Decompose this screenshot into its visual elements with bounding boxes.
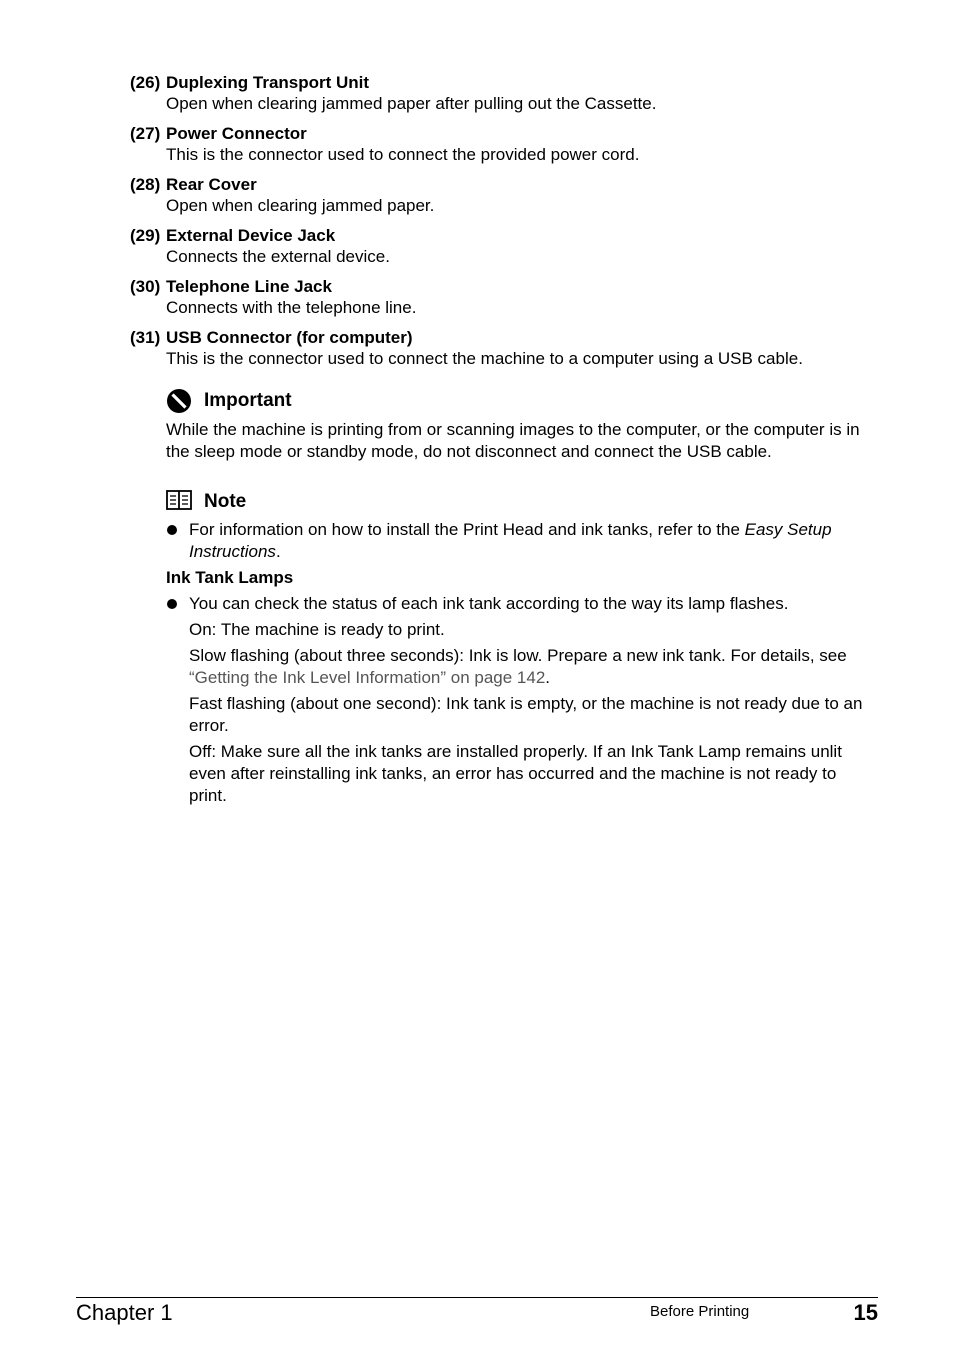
important-title: Important bbox=[204, 390, 292, 411]
item-heading bbox=[130, 72, 890, 93]
item-number: (26) bbox=[130, 73, 161, 92]
item-number: (30) bbox=[130, 277, 161, 296]
bullet-icon bbox=[166, 593, 189, 615]
page-number: 15 bbox=[853, 1300, 878, 1325]
note-title: Note bbox=[204, 491, 247, 512]
item-heading bbox=[130, 123, 890, 144]
list-item bbox=[130, 276, 890, 319]
item-title: External Device Jack bbox=[166, 226, 336, 245]
list-item bbox=[130, 327, 890, 370]
lamp-slow-text: Slow flashing (about three seconds): Ink is low. Prepare a new ink tank. For details, see “Getting the Ink Level Information” on page 142. bbox=[189, 646, 847, 687]
ink-tank-lamps-heading: Ink Tank Lamps bbox=[166, 568, 294, 587]
item-description: Open when clearing jammed paper. bbox=[166, 196, 435, 215]
item-heading bbox=[130, 225, 890, 246]
list-item bbox=[166, 519, 878, 563]
item-number: (28) bbox=[130, 175, 161, 194]
important-header bbox=[166, 388, 878, 414]
note-callout bbox=[166, 489, 878, 807]
prohibited-icon bbox=[166, 388, 192, 414]
parts-list bbox=[130, 72, 890, 378]
item-heading bbox=[130, 276, 890, 297]
item-description: Connects the external device. bbox=[166, 247, 390, 266]
footer-section: Before Printing bbox=[650, 1303, 750, 1320]
book-icon bbox=[166, 489, 192, 515]
list-item bbox=[130, 72, 890, 115]
lamp-bullet-text: You can check the status of each ink tank according to the way its lamp flashes. bbox=[189, 594, 789, 613]
item-description: Open when clearing jammed paper after pulling out the Cassette. bbox=[166, 94, 657, 113]
lamp-off-text: Off: Make sure all the ink tanks are installed properly. If an Ink Tank Lamp remains unlit even after reinstalling ink tanks, an error has occurred and the machine is not ready to print. bbox=[189, 742, 842, 805]
footer-chapter: Chapter 1 bbox=[76, 1300, 173, 1325]
item-title: Power Connector bbox=[166, 124, 307, 143]
important-text: While the machine is printing from or scanning images to the computer, or the computer is in the sleep mode or standby mode, do not disconnect and connect the USB cable. bbox=[166, 420, 860, 461]
item-title: USB Connector (for computer) bbox=[166, 328, 413, 347]
item-title: Telephone Line Jack bbox=[166, 277, 332, 296]
item-description: This is the connector used to connect the machine to a computer using a USB cable. bbox=[166, 349, 803, 368]
lamp-fast-text: Fast flashing (about one second): Ink tank is empty, or the machine is not ready due to an error. bbox=[189, 694, 863, 735]
item-heading bbox=[130, 174, 890, 195]
list-item bbox=[130, 225, 890, 268]
item-number: (29) bbox=[130, 226, 161, 245]
list-item bbox=[130, 174, 890, 217]
lamp-on-text: On: The machine is ready to print. bbox=[189, 620, 445, 639]
list-item bbox=[166, 593, 878, 615]
item-number: (31) bbox=[130, 328, 161, 347]
note-bullet-text: For information on how to install the Print Head and ink tanks, refer to the Easy Setup Instructions. bbox=[189, 520, 832, 561]
note-header bbox=[166, 489, 878, 515]
item-description: Connects with the telephone line. bbox=[166, 298, 417, 317]
item-title: Rear Cover bbox=[166, 175, 257, 194]
bullet-icon bbox=[166, 519, 189, 563]
item-description: This is the connector used to connect the provided power cord. bbox=[166, 145, 640, 164]
manual-title: Easy Setup Instructions bbox=[189, 520, 832, 561]
footer-divider bbox=[76, 1297, 878, 1298]
important-callout bbox=[166, 388, 878, 462]
item-title: Duplexing Transport Unit bbox=[166, 73, 370, 92]
item-heading bbox=[130, 327, 890, 348]
item-number: (27) bbox=[130, 124, 161, 143]
list-item bbox=[130, 123, 890, 166]
ink-level-link[interactable]: “Getting the Ink Level Information” on page 142 bbox=[189, 668, 546, 687]
